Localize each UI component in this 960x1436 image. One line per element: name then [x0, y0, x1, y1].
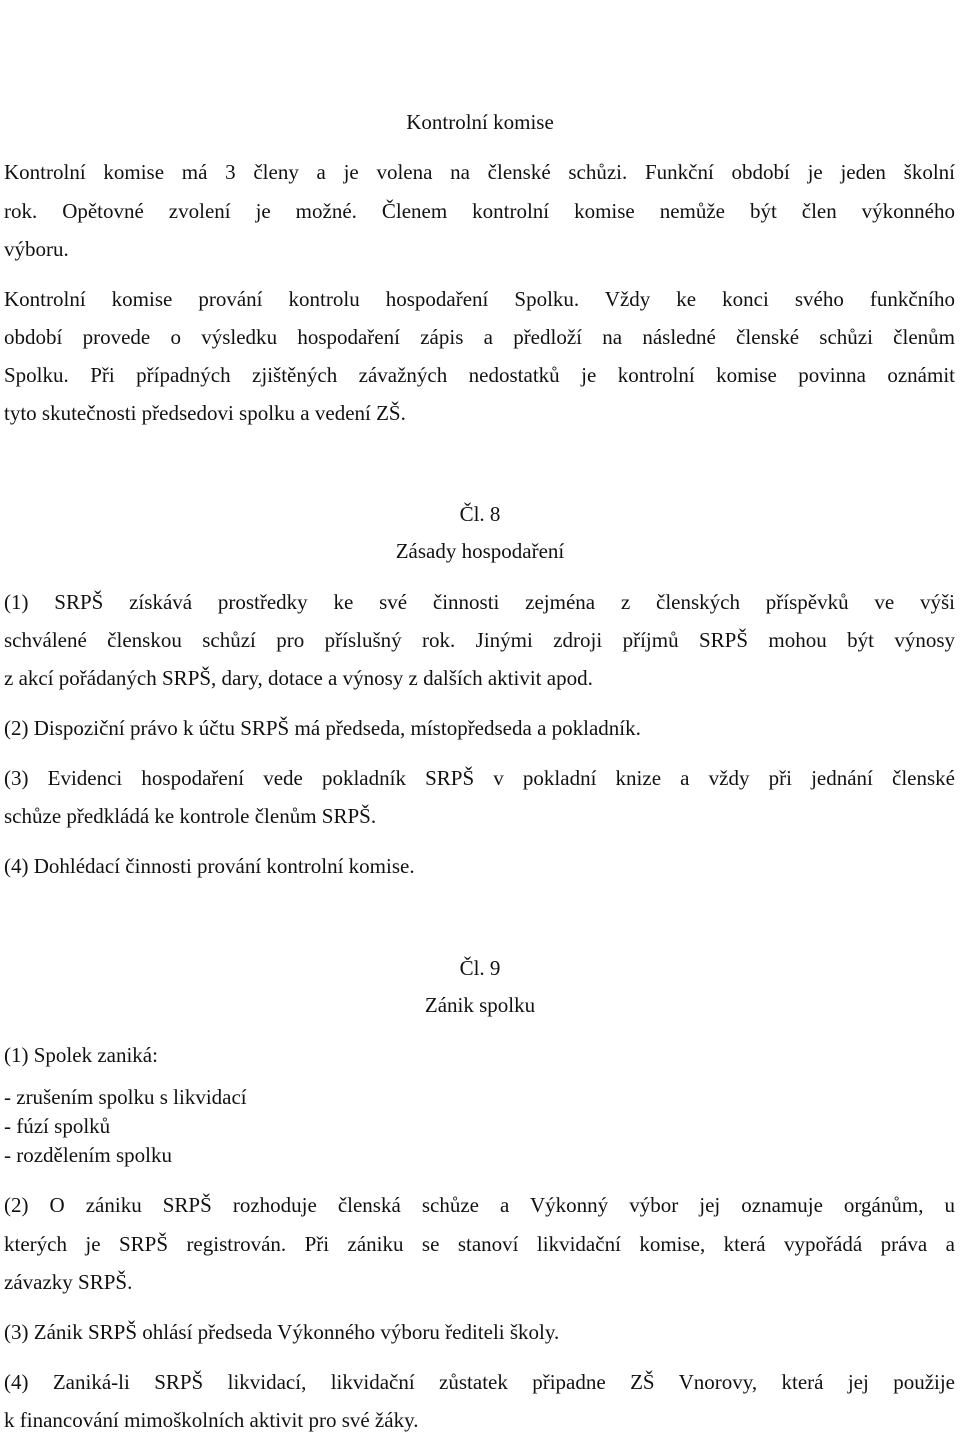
- paragraph-line: Kontrolní komise prování kontrolu hospodaření Spolku. Vždy ke konci svého funkčního: [4, 287, 955, 311]
- paragraph-line: (2) Dispoziční právo k účtu SRPŠ má předseda, místopředseda a pokladník.: [4, 716, 641, 740]
- paragraph-line: schůze předkládá ke kontrole členům SRPŠ.: [4, 804, 377, 828]
- list-item: - zrušením spolku s likvidací: [4, 1085, 247, 1109]
- paragraph-line: (1) SRPŠ získává prostředky ke své činnosti zejména z členských příspěvků ve výši: [4, 590, 955, 614]
- paragraph-line: (3) Evidenci hospodaření vede pokladník SRPŠ v pokladní knize a vždy při jednání členské: [4, 766, 955, 790]
- paragraph-line: výboru.: [4, 237, 69, 261]
- paragraph-line: (4) Dohlédací činnosti prování kontrolní komise.: [4, 854, 415, 878]
- article-title: Zánik spolku: [424, 993, 536, 1017]
- paragraph-line: (2) O zániku SRPŠ rozhoduje členská schůze a Výkonný výbor jej oznamuje orgánům, u: [4, 1193, 955, 1217]
- paragraph-line: (4) Zaniká-li SRPŠ likvidací, likvidační zůstatek připadne ZŠ Vnorovy, která jej použije: [4, 1370, 955, 1394]
- paragraph-line: tyto skutečnosti předsedovi spolku a vedení ZŠ.: [4, 401, 406, 425]
- paragraph-line: (3) Zánik SRPŠ ohlásí předseda Výkonného výboru řediteli školy.: [4, 1320, 560, 1344]
- paragraph-line: kterých je SRPŠ registrován. Při zániku se stanoví likvidační komise, která vypořádá práva a: [4, 1232, 955, 1256]
- paragraph-line: Kontrolní komise má 3 členy a je volena na členské schůzi. Funkční období je jeden školní: [4, 160, 955, 184]
- paragraph-line: Spolku. Při případných zjištěných závažných nedostatků je kontrolní komise povinna oznámit: [4, 363, 955, 387]
- list-item: - rozdělením spolku: [4, 1143, 172, 1167]
- paragraph-line: z akcí pořádaných SRPŠ, dary, dotace a výnosy z dalších aktivit apod.: [4, 666, 593, 690]
- paragraph-line: k financování mimoškolních aktivit pro své žáky.: [4, 1408, 419, 1432]
- article-number: Čl. 8: [459, 502, 501, 526]
- paragraph-line: závazky SRPŠ.: [4, 1270, 133, 1294]
- article-title: Zásady hospodaření: [395, 539, 565, 563]
- section-heading-kontrolni-komise: Kontrolní komise: [406, 110, 554, 134]
- list-item: - fúzí spolků: [4, 1114, 111, 1138]
- paragraph-line: období provede o výsledku hospodaření zápis a předloží na následné členské schůzi členům: [4, 325, 955, 349]
- paragraph-line: schválené členskou schůzí pro příslušný rok. Jinými zdroji příjmů SRPŠ mohou být výnosy: [4, 628, 955, 652]
- paragraph-line: (1) Spolek zaniká:: [4, 1043, 158, 1067]
- article-number: Čl. 9: [459, 956, 501, 980]
- paragraph-line: rok. Opětovné zvolení je možné. Členem kontrolní komise nemůže být člen výkonného: [4, 199, 955, 223]
